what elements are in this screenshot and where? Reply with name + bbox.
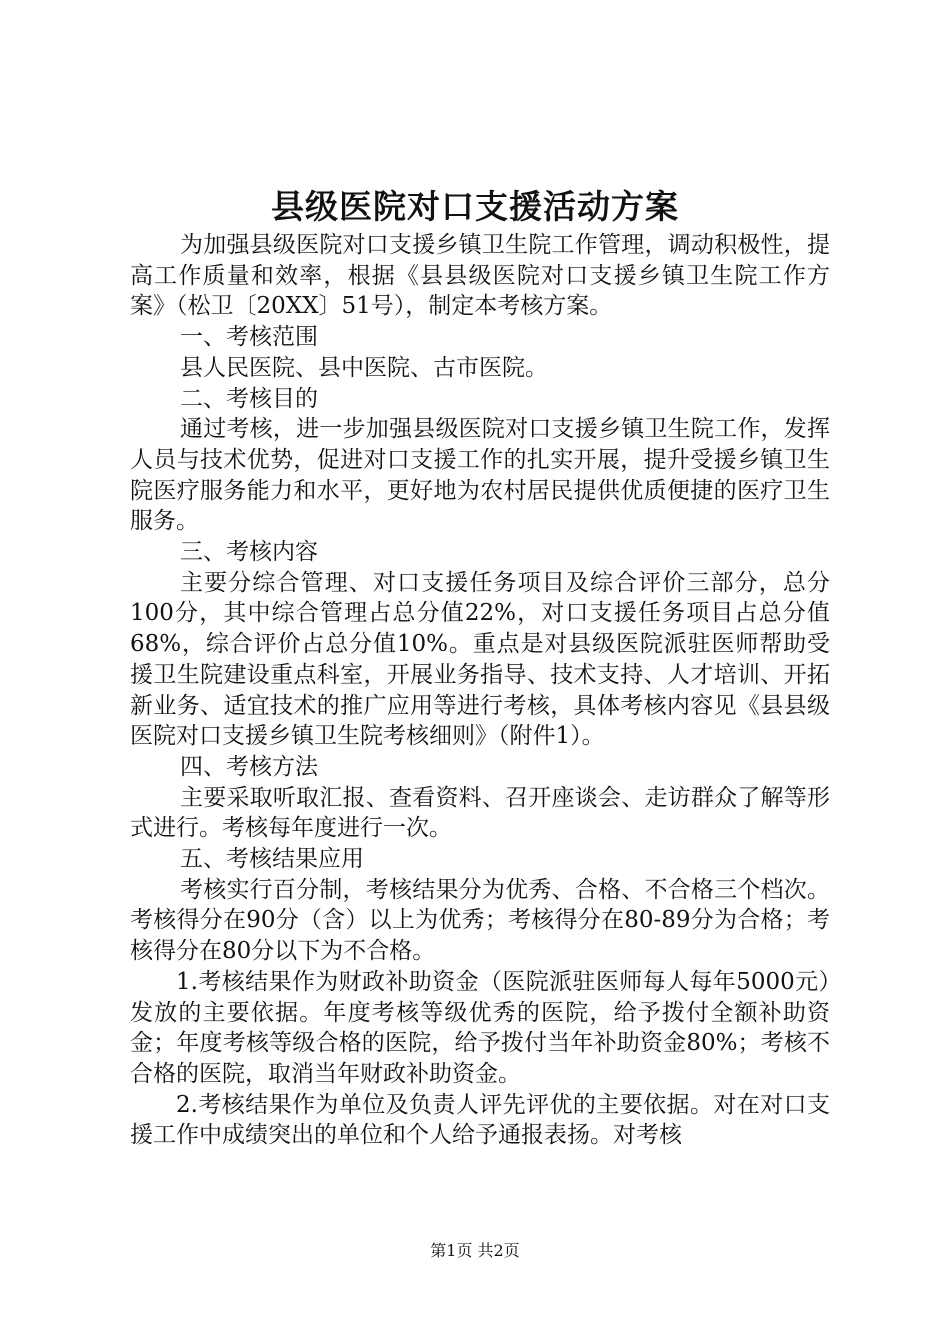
results-item-2: 2.考核结果作为单位及负责人评先评优的主要依据。对在对口支援工作中成绩突出的单位和个人给予通报表扬。对考核: [130, 1091, 830, 1149]
section-heading-method: 四、考核方法: [180, 753, 318, 780]
intro-paragraph: 为加强县级医院对口支援乡镇卫生院工作管理，调动积极性，提高工作质量和效率，根据《县县级医院对口支援乡镇卫生院工作方案》（松卫〔20XX〕51号），制定本考核方案。: [130, 232, 830, 320]
section-heading-purpose: 二、考核目的: [180, 385, 318, 412]
method-paragraph: 主要采取听取汇报、查看资料、召开座谈会、走访群众了解等形式进行。考核每年度进行一次。: [130, 784, 830, 842]
section-heading-content: 三、考核内容: [180, 539, 318, 566]
page-number-footer: 第1页 共2页: [430, 1241, 520, 1260]
section-heading-results: 五、考核结果应用: [180, 846, 364, 873]
document-body: [130, 230, 830, 1151]
scope-paragraph: 县人民医院、县中医院、古市医院。: [180, 354, 548, 381]
document-title: 县级医院对口支援活动方案: [271, 187, 679, 226]
results-paragraph: 考核实行百分制，考核结果分为优秀、合格、不合格三个档次。考核得分在90分（含）以上为优秀；考核得分在80-89分为合格；考核得分在80分以下为不合格。: [130, 876, 830, 965]
purpose-paragraph: 通过考核，进一步加强县级医院对口支援乡镇卫生院工作，发挥人员与技术优势，促进对口支援工作的扎实开展，提升受援乡镇卫生院医疗服务能力和水平，更好地为农村居民提供优质便捷的医疗卫生服务。: [130, 416, 830, 535]
results-item-1: 1.考核结果作为财政补助资金（医院派驻医师每人每年5000元）发放的主要依据。年度考核等级优秀的医院，给予拨付全额补助资金；年度考核等级合格的医院，给予拨付当年补助资金80%；考核不合格的医院，取消当年财政补助资金。: [130, 968, 830, 1087]
section-heading-scope: 一、考核范围: [180, 324, 318, 351]
content-paragraph: 主要分综合管理、对口支援任务项目及综合评价三部分，总分100分，其中综合管理占总分值22%，对口支援任务项目占总分值68%，综合评价占总分值10%。重点是对县级医院派驻医师帮助受援卫生院建设重点科室，开展业务指导、技术支持、人才培训、开拓新业务、适宜技术的推广应用等进行考核，具体考核内容见《县县级医院对口支援乡镇卫生院考核细则》（附件1）。: [130, 569, 830, 750]
